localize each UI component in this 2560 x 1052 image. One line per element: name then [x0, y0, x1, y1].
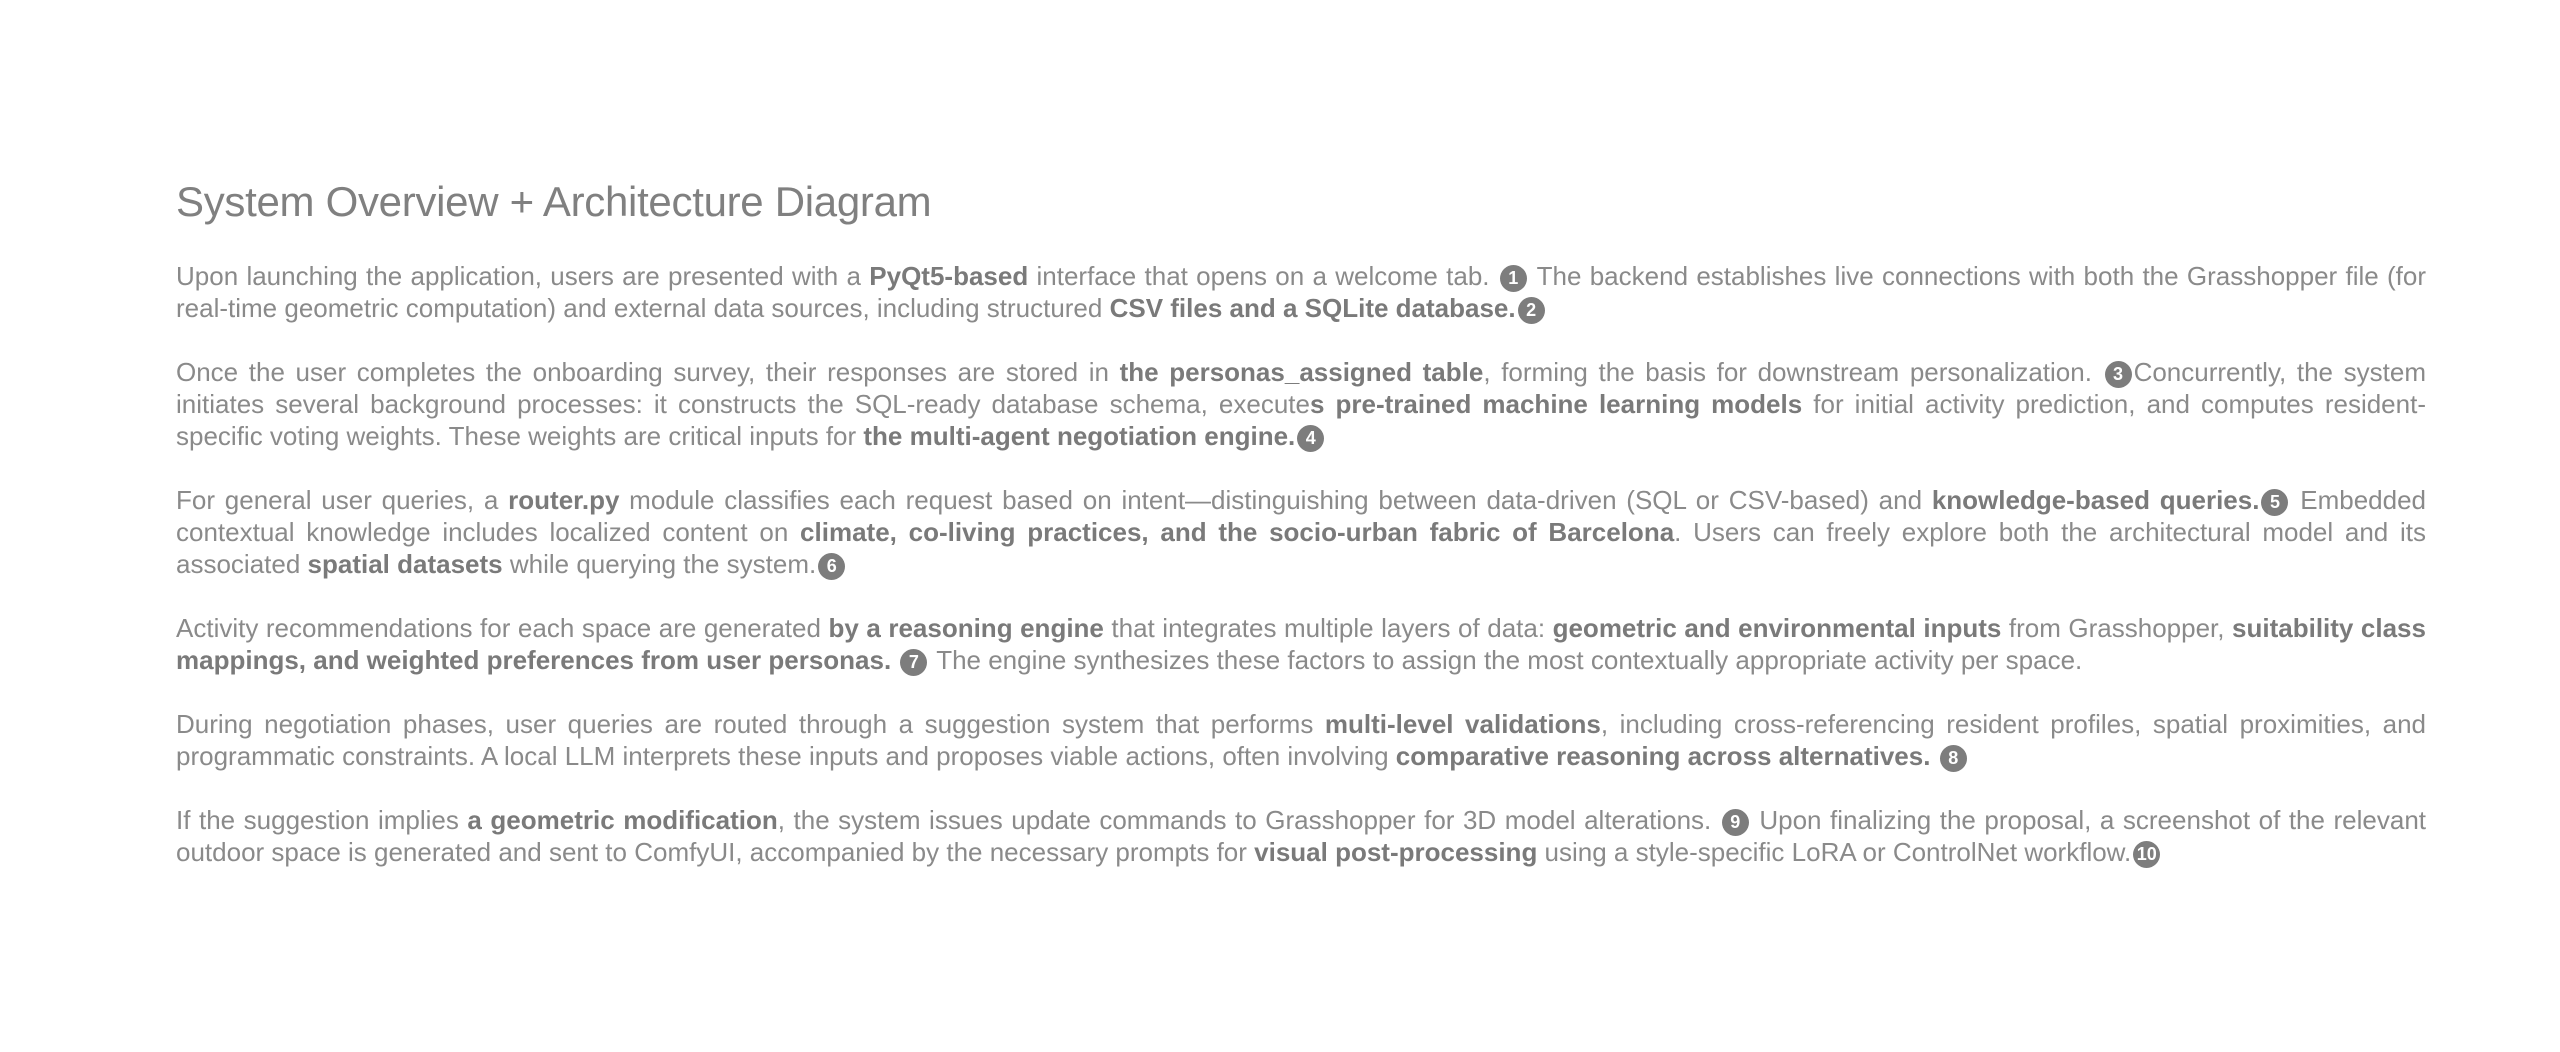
body-text-segment: Embedded contextual knowledge includes localized content on — [176, 485, 2427, 547]
bold-text: a geometric modification — [467, 805, 778, 835]
document-page — [176, 178, 2426, 900]
body-text-segment — [891, 645, 898, 675]
bold-text: the personas_assigned table — [1119, 357, 1484, 387]
bold-text: knowledge-based queries. — [1931, 485, 2260, 515]
bold-text: by a reasoning engine — [828, 613, 1104, 643]
body-text-segment: using a style-specific LoRA or ControlNet workflow. — [1537, 837, 2132, 867]
paragraph-3 — [176, 484, 2426, 580]
body-text-segment: while querying the system. — [502, 549, 817, 579]
step-marker-5: 5 — [2261, 489, 2288, 516]
page-title: System Overview + Architecture Diagram — [176, 178, 932, 225]
body-text-segment: . Users can freely explore both the architectural model and its associated — [176, 517, 2427, 579]
bold-text: geometric and environmental inputs — [1552, 613, 2002, 643]
step-marker-6: 6 — [818, 553, 845, 580]
bold-text: s pre-trained machine learning models — [1309, 389, 1803, 419]
step-marker-1: 1 — [1500, 265, 1527, 292]
body-text-segment: Activity recommendations for each space are generated — [176, 613, 829, 643]
body-text-segment: that integrates multiple layers of data: — [1103, 613, 1553, 643]
paragraph-1 — [176, 260, 2426, 324]
body-text-segment: The engine synthesizes these factors to assign the most contextually appropriate activity per space. — [929, 645, 2083, 675]
step-marker-4: 4 — [1297, 425, 1324, 452]
bold-text: multi-level validations — [1324, 709, 1601, 739]
bold-text: suitability class mappings, and weighted preferences from user personas. — [176, 613, 2426, 675]
step-marker-9: 9 — [1722, 809, 1749, 836]
bold-text: spatial datasets — [307, 549, 503, 579]
paragraph-4 — [176, 612, 2426, 676]
bold-text: climate, co-living practices, and the socio-urban fabric of Barcelona — [800, 517, 1675, 547]
body-text — [176, 260, 2426, 868]
bold-text: router.py — [508, 485, 620, 515]
body-text-segment: interface that opens on a welcome tab. — [1028, 261, 1498, 291]
body-text-segment — [1930, 741, 1937, 771]
body-text-segment: , the system issues update commands to Grasshopper for 3D model alterations. — [777, 805, 1720, 835]
bold-text: PyQt5-based — [869, 261, 1029, 291]
body-text-segment: , forming the basis for downstream personalization. — [1483, 357, 2103, 387]
step-marker-10: 10 — [2133, 841, 2160, 868]
bold-text: the multi-agent negotiation engine. — [863, 421, 1296, 451]
body-text-segment: The backend establishes live connections with both the Grasshopper file (for real-time geometric computation) and external data sources, including structured — [176, 261, 2427, 323]
bold-text: visual post-processing — [1254, 837, 1538, 867]
body-text-segment: Upon launching the application, users are presented with a — [176, 261, 870, 291]
body-text-segment: module classifies each request based on intent—distinguishing between data-driven (SQL or CSV-based) and — [619, 485, 1932, 515]
bold-text: CSV files and a SQLite database. — [1109, 293, 1516, 323]
body-text-segment: for initial activity prediction, and computes resident-specific voting weights. These weights are critical inputs for — [176, 389, 2426, 451]
body-text-segment: For general user queries, a — [176, 485, 509, 515]
body-text-segment: Concurrently, the system initiates several background processes: it constructs the SQL-ready database schema, execute — [176, 357, 2426, 419]
step-marker-8: 8 — [1940, 745, 1967, 772]
step-marker-2: 2 — [1518, 297, 1545, 324]
body-text-segment: Upon finalizing the proposal, a screenshot of the relevant outdoor space is generated and sent to ComfyUI, accompanied by the necessary prompts for — [176, 805, 2427, 867]
body-text-segment: Once the user completes the onboarding survey, their responses are stored in — [176, 357, 1120, 387]
bold-text: comparative reasoning across alternatives. — [1395, 741, 1931, 771]
body-text-segment: If the suggestion implies — [176, 805, 468, 835]
step-marker-3: 3 — [2105, 361, 2132, 388]
paragraph-5 — [176, 708, 2426, 772]
body-text-segment: from Grasshopper, — [2001, 613, 2233, 643]
body-text-segment: , including cross-referencing resident profiles, spatial proximities, and programmatic constraints. A local LLM interprets these inputs and proposes viable actions, often involving — [176, 709, 2426, 771]
step-marker-7: 7 — [900, 649, 927, 676]
body-text-segment: During negotiation phases, user queries are routed through a suggestion system that performs — [176, 709, 1325, 739]
paragraph-6 — [176, 804, 2426, 868]
paragraph-2 — [176, 356, 2426, 452]
